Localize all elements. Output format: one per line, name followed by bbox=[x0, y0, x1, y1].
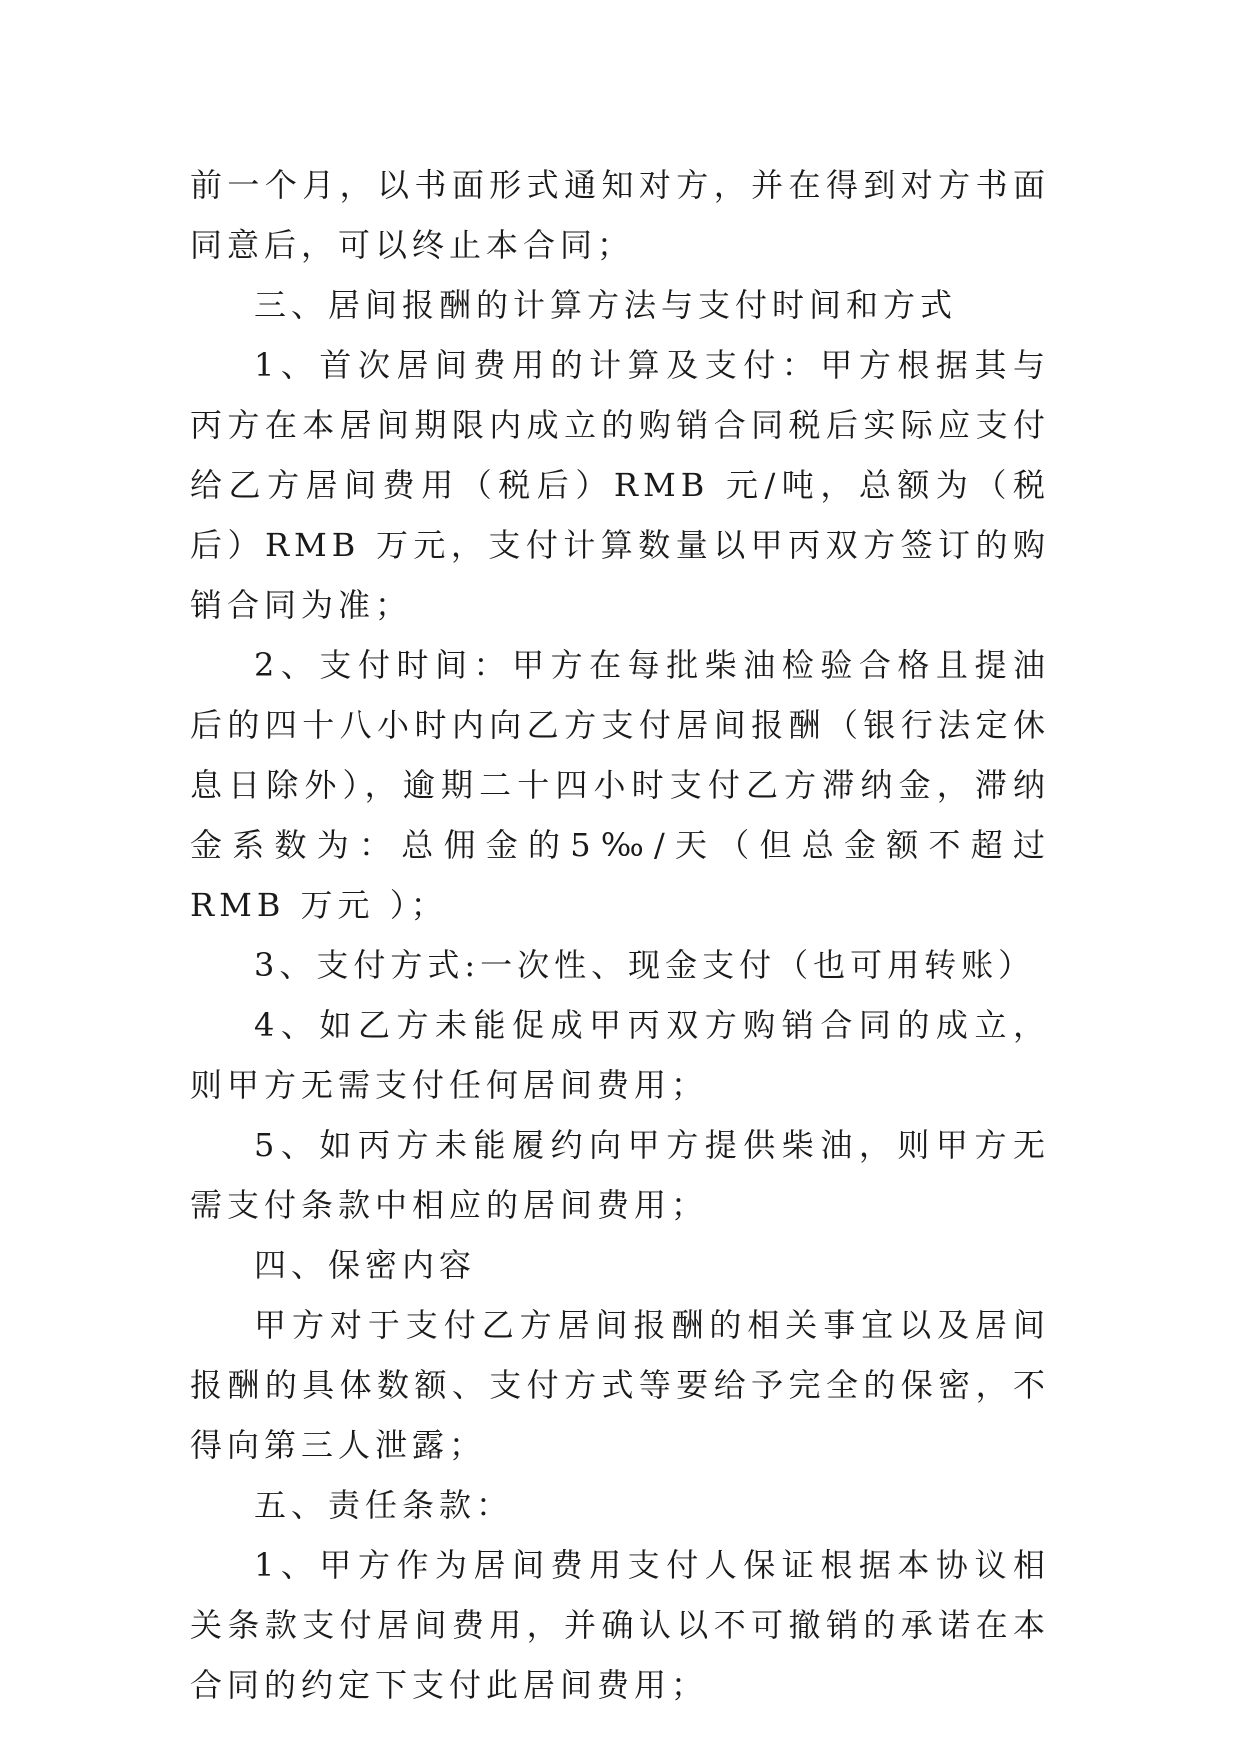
paragraph-3-5: 5、如丙方未能履约向甲方提供柴油，则甲方无需支付条款中相应的居间费用； bbox=[190, 1126, 1050, 1224]
paragraph-5-1: 1、甲方作为居间费用支付人保证根据本协议相关条款支付居间费用，并确认以不可撤销的承诺在本合同的约定下支付此居间费用； bbox=[190, 1546, 1050, 1704]
paragraph-4-confidentiality: 甲方对于支付乙方居间报酬的相关事宜以及居间报酬的具体数额、支付方式等要给予完全的保密，不得向第三人泄露； bbox=[190, 1306, 1050, 1464]
paragraph-termination-notice: 前一个月，以书面形式通知对方，并在得到对方书面同意后，可以终止本合同； bbox=[190, 166, 1050, 264]
heading-section-4: 四、保密内容 bbox=[254, 1246, 477, 1284]
heading-section-3: 三、居间报酬的计算方法与支付时间和方式 bbox=[254, 286, 958, 324]
paragraph-3-3: 3、支付方式:一次性、现金支付（也可用转账） bbox=[254, 946, 1036, 984]
paragraph-3-1: 1、首次居间费用的计算及支付：甲方根据其与丙方在本居间期限内成立的购销合同税后实际应支付给乙方居间费用（税后）RMB 元/吨，总额为（税后）RMB 万元，支付计算数量以甲丙双方签订的购销合同为准； bbox=[190, 346, 1050, 624]
paragraph-3-2: 2、支付时间：甲方在每批柴油检验合格且提油后的四十八小时内向乙方支付居间报酬（银行法定休息日除外），逾期二十四小时支付乙方滞纳金，滞纳金系数为：总佣金的5‰/天（但总金额不超过 RMB 万元 ）； bbox=[190, 646, 1050, 924]
paragraph-3-4: 4、如乙方未能促成甲丙双方购销合同的成立，则甲方无需支付任何居间费用； bbox=[190, 1006, 1050, 1104]
document-body bbox=[190, 155, 1050, 1715]
heading-section-5: 五、责任条款： bbox=[254, 1486, 514, 1524]
